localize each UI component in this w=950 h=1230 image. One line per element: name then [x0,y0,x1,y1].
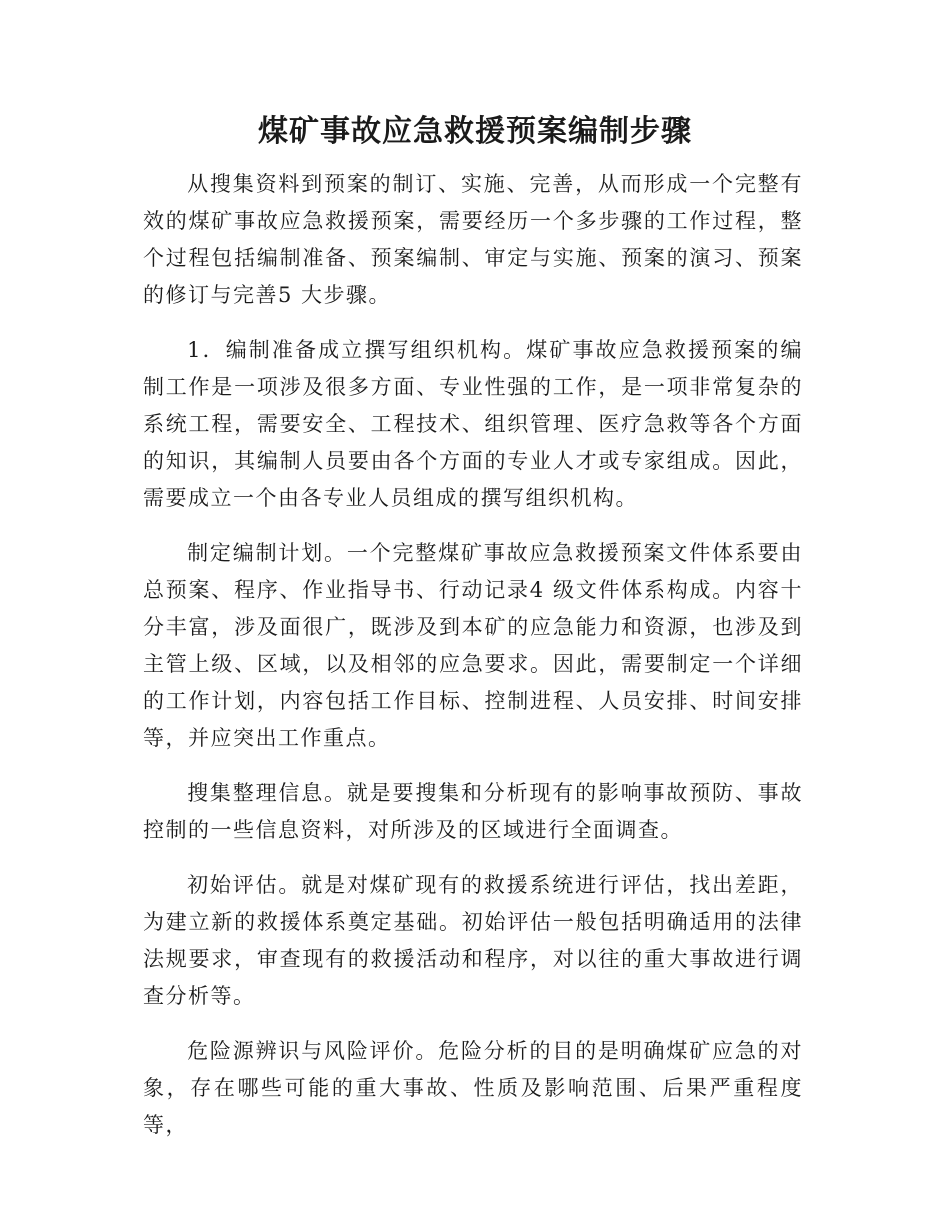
paragraph-hazard: 危险源辨识与风险评价。危险分析的目的是明确煤矿应急的对象，存在哪些可能的重大事故、性质及影响范围、后果严重程度等， [143,1039,803,1137]
document-title: 煤矿事故应急救援预案编制步骤 [258,114,692,149]
paragraph-plan: 制定编制计划。一个完整煤矿事故应急救援预案文件体系要由总预案、程序、作业指导书、行动记录4 级文件体系构成。内容十分丰富，涉及面很广，既涉及到本矿的应急能力和资源，也涉及到主管上级、区域，以及相邻的应急要求。因此，需要制定一个详细的工作计划，内容包括工作目标、控制进程、人员安排、时间安排等，并应突出工作重点。 [143,541,803,750]
paragraph-information: 搜集整理信息。就是要搜集和分析现有的影响事故预防、事故控制的一些信息资料，对所涉及的区域进行全面调查。 [143,781,803,842]
paragraph-assessment: 初始评估。就是对煤矿现有的救援系统进行评估，找出差距，为建立新的救援体系奠定基础。初始评估一般包括明确适用的法律法规要求，审查现有的救援活动和程序，对以往的重大事故进行调查分析等。 [143,873,803,1008]
document-body [143,166,803,1162]
paragraph-intro: 从搜集资料到预案的制订、实施、完善，从而形成一个完整有效的煤矿事故应急救援预案，需要经历一个多步骤的工作过程，整个过程包括编制准备、预案编制、审定与实施、预案的演习、预案的修订与完善5 大步骤。 [143,172,803,307]
paragraph-organization: 1．编制准备成立撰写组织机构。煤矿事故应急救援预案的编制工作是一项涉及很多方面、专业性强的工作，是一项非常复杂的系统工程，需要安全、工程技术、组织管理、医疗急救等各个方面的知识，其编制人员要由各个方面的专业人才或专家组成。因此，需要成立一个由各专业人员组成的撰写组织机构。 [143,338,803,510]
